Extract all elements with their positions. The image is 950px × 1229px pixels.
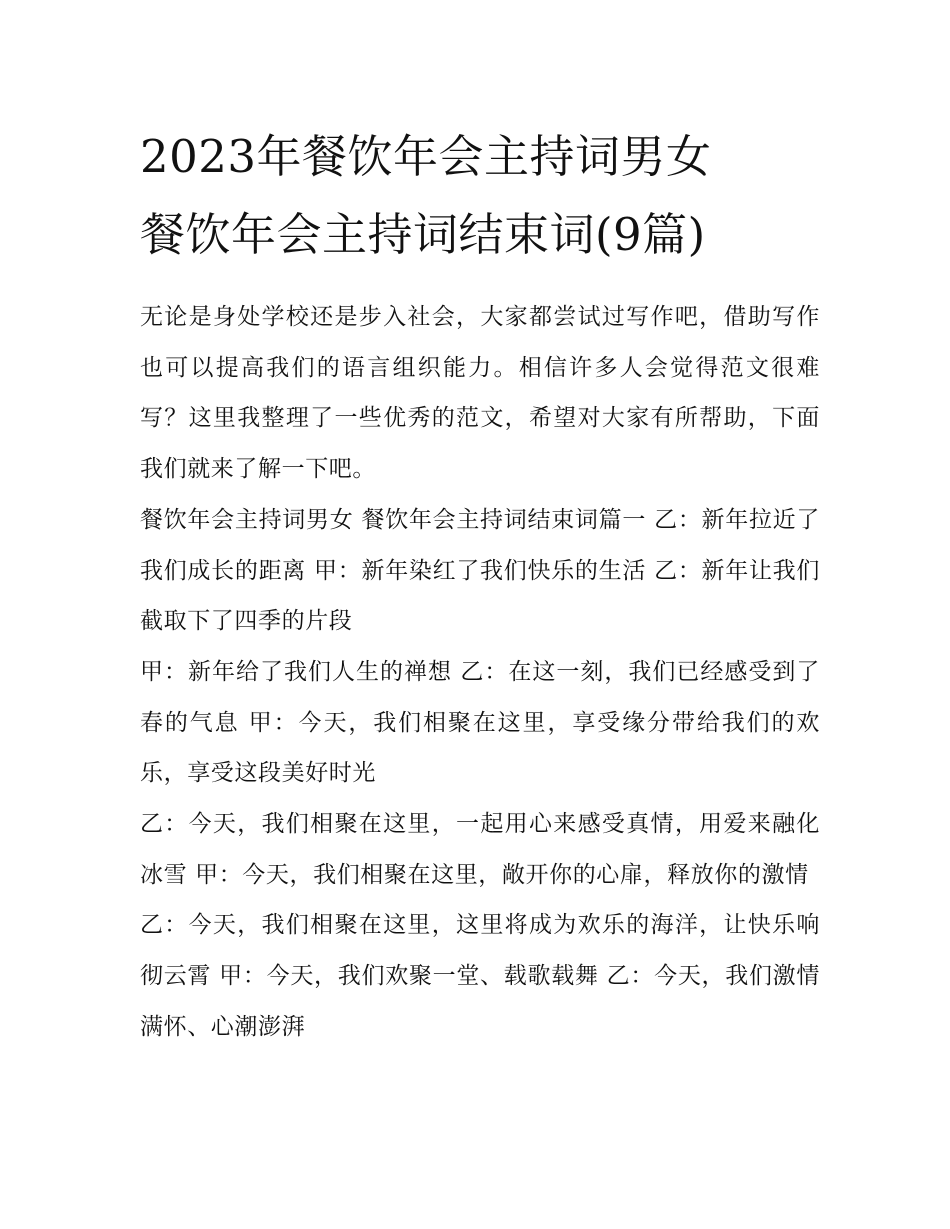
document-title xyxy=(140,118,820,274)
intro-paragraph: 无论是身处学校还是步入社会，大家都尝试过写作吧，借助写作也可以提高我们的语言组织能力。相信许多人会觉得范文很难写？这里我整理了一些优秀的范文，希望对大家有所帮助，下面我们就来了解一下吧。 xyxy=(140,304,820,483)
body-paragraph-1: 餐饮年会主持词男女 餐饮年会主持词结束词篇一 乙：新年拉近了我们成长的距离 甲：新年染红了我们快乐的生活 乙：新年让我们截取下了四季的片段 xyxy=(140,506,820,635)
body-paragraph-2: 甲：新年给了我们人生的禅想 乙：在这一刻，我们已经感受到了春的气息 甲：今天，我们相聚在这里，享受缘分带给我们的欢乐，享受这段美好时光 xyxy=(140,658,820,787)
body-paragraph-3: 乙：今天，我们相聚在这里，一起用心来感受真情，用爱来融化冰雪 甲：今天，我们相聚在这里，敞开你的心扉，释放你的激情 xyxy=(140,811,820,888)
body-paragraph-4: 乙：今天，我们相聚在这里，这里将成为欢乐的海洋，让快乐响彻云霄 甲：今天，我们欢聚一堂、载歌载舞 乙：今天，我们激情满怀、心潮澎湃 xyxy=(140,912,820,1040)
title-line-2: 餐饮年会主持词结束词(9篇) xyxy=(140,208,706,261)
document-page xyxy=(140,118,820,1053)
title-line-1: 2023年餐饮年会主持词男女 xyxy=(140,130,712,183)
